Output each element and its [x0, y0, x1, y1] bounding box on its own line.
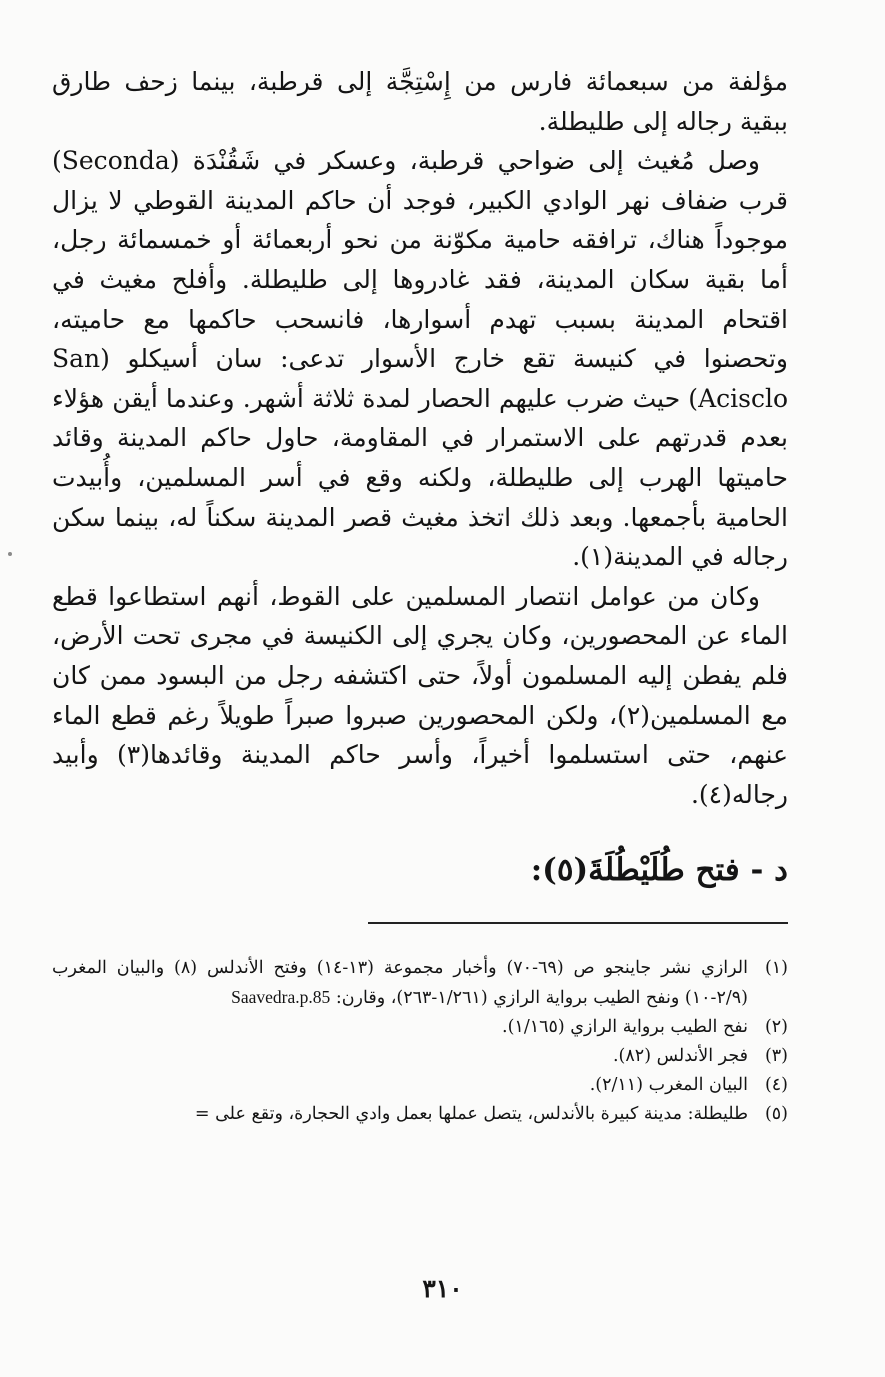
footnote-number: (٢)	[764, 1017, 788, 1037]
footnote-divider	[368, 922, 788, 924]
footnote-number: (٤)	[764, 1075, 788, 1095]
footnote-number: (٣)	[764, 1046, 788, 1066]
footnote-latin-reference: Saavedra.p.85	[231, 987, 331, 1007]
footnote-1	[52, 954, 788, 1013]
paragraph-2: وصل مُغيث إلى ضواحي قرطبة، وعسكر في شَقُنْدَة (Seconda) قرب ضفاف نهر الوادي الكبير، فوجد أن حاكم المدينة القوطي لا يزال موجوداً هناك، ترافقه حامية مكوّنة من نحو أربعمائة أو خمسمائة رجل، أما بقية سكان المدينة، فقد غادروها إلى طليطلة. وأفلح مغيث في اقتحام المدينة بسبب تهدم أسوارها، فانسحب حاكمها مع حاميته، وتحصنوا في كنيسة تقع خارج الأسوار تدعى: سان أسيكلو (San Acisclo) حيث ضرب عليهم الحصار لمدة ثلاثة أشهر. وعندما أيقن هؤلاء بعدم قدرتهم على الاستمرار في المقاومة، حاول حاكم المدينة وقائد حاميتها الهرب إلى طليطلة، ولكنه وقع في أسر المسلمين، وأُبيدت الحامية بأجمعها. وبعد ذلك اتخذ مغيث قصر المدينة سكناً له، بينما سكن رجاله في المدينة(١).	[52, 146, 788, 572]
footnote-number: (٥)	[764, 1104, 788, 1124]
scan-speck	[8, 552, 12, 556]
footnote-text: البيان المغرب (٢/١١).	[589, 1075, 748, 1095]
footnote-2	[52, 1013, 788, 1042]
footnote-text	[52, 954, 748, 1013]
section-heading: د - فتح طُلَيْطُلَةَ(٥):	[530, 852, 788, 888]
paragraph-3: وكان من عوامل انتصار المسلمين على القوط، أنهم استطاعوا قطع الماء عن المحصورين، وكان يجري إلى الكنيسة في مجرى تحت الأرض، فلم يفطن إليه المسلمون أولاً، حتى اكتشفه رجل من البسود ممن كان مع المسلمين(٢)، ولكن المحصورين صبروا صبراً طويلاً رغم قطع الماء عنهم، حتى استسلموا أخيراً، وأسر حاكم المدينة وقائدها(٣) وأبيد رجاله(٤).	[52, 581, 789, 809]
footnote-text: فجر الأندلس (٨٢).	[612, 1046, 748, 1066]
footnote-text: نفح الطيب برواية الرازي (١/١٦٥).	[502, 1017, 748, 1037]
body-text	[52, 62, 788, 814]
footnote-arabic: الرازي نشر جاينجو ص (٦٩-٧٠) وأخبار مجموعة (١٣-١٤) وفتح الأندلس (٨) والبيان المغرب (٢/٩-١٠) ونفح الطيب برواية الرازي (١/٢٦١-٢٦٣)، وقارن:	[52, 958, 749, 1008]
page-number: ٣١٠	[422, 1274, 463, 1303]
footnote-3	[52, 1042, 788, 1071]
footnote-5	[52, 1100, 788, 1129]
footnote-4	[52, 1071, 788, 1100]
footnote-text: طليطلة: مدينة كبيرة بالأندلس، يتصل عملها بعمل وادي الحجارة، وتقع على =	[194, 1104, 748, 1124]
footnotes	[52, 954, 788, 1129]
paragraph-1: مؤلفة من سبعمائة فارس من إِسْتِجَّة إلى قرطبة، بينما زحف طارق ببقية رجاله إلى طليطلة.	[52, 67, 788, 136]
footnote-number: (١)	[764, 958, 788, 978]
